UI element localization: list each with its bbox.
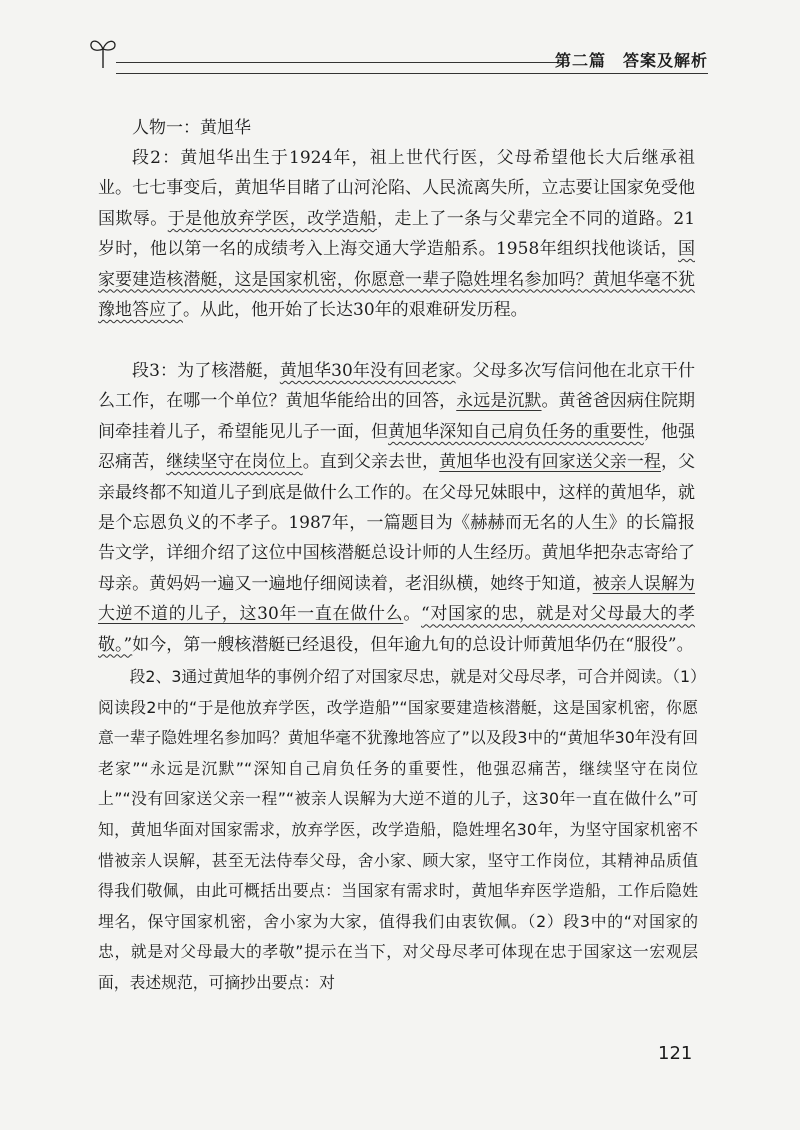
text-segment: 。黄爸爸因病住院期间牵挂着儿子，希望能见儿子一面，但 xyxy=(98,391,696,442)
header-title: 第二篇 答案及解析 xyxy=(554,51,708,70)
page-header xyxy=(88,34,708,74)
text-segment: ，父亲最终都不知道儿子到底是做什么工作的。在父母兄妹眼中，这样的黄旭华，就是个忘恩负义的不孝子。1987年，一篇题目为《赫赫而无名的人生》的长篇报告文学，详细介绍了这位中国核潜艇总设计师的人生经历。黄旭华把杂志寄给了母亲。黄妈妈一遍又一遍地仔细阅读着，老泪纵横，她终于知道， xyxy=(98,452,696,594)
underlined-phrase: 黄旭华30年没有回老家 xyxy=(279,361,456,381)
text-segment: 。直到父亲去世， xyxy=(302,452,440,473)
text-segment: 。 xyxy=(403,604,421,625)
text-segment: 如今，第一艘核潜艇已经退役，但年逾九旬的总设计师黄旭华仍在“服役”。 xyxy=(132,634,694,655)
underlined-phrase: 国家要建造核潜艇，这是国家机密，你愿意一辈子隐姓埋名参加吗？黄旭华毫不犹豫地答应了 xyxy=(98,239,695,321)
text-segment: 段2：黄旭华出生于1924年，祖上世代行医，父母希望他长大后继承祖业。七七事变后，黄旭华目睹了山河沦陷、人民流离失所，立志要让国家免受他国欺辱。 xyxy=(98,148,695,229)
text-segment: 。从此，他开始了长达30年的艰难研发历程。 xyxy=(183,300,528,321)
text-segment: 。父母多次写信问他在北京干什么工作，在哪一个单位？黄旭华能给出的回答， xyxy=(98,361,695,412)
text-segment: ，走上了一条与父辈完全不同的道路。21岁时，他以第一名的成绩考入上海交通大学造船系。1958年组织找他谈话， xyxy=(98,208,696,260)
text-segment: 段3：为了核潜艇， xyxy=(132,361,280,381)
analysis-block xyxy=(98,662,698,999)
paragraph-2-text xyxy=(98,143,695,325)
underlined-phrase: 于是他放弃学医，改学造船 xyxy=(167,208,377,229)
page-number: 121 xyxy=(658,1043,693,1064)
person-label: 人物一：黄旭华 xyxy=(132,118,251,138)
sprout-icon xyxy=(88,34,118,70)
header-rule xyxy=(116,62,558,63)
underlined-phrase: 黄旭华也没有回家送父亲一程 xyxy=(439,452,661,473)
underlined-phrase: 永远是沉默 xyxy=(456,391,542,412)
paragraph-2 xyxy=(98,143,695,325)
underlined-phrase: “对国家的忠，就是对父母最大的孝敬。” xyxy=(98,604,695,655)
paragraph-3 xyxy=(98,356,695,660)
underlined-phrase: 被亲人误解为大逆不道的儿子，这30年一直在做什么 xyxy=(98,573,696,625)
underlined-phrase: 继续坚守在岗位上 xyxy=(166,452,303,473)
person-heading-block xyxy=(98,113,695,143)
header-divider xyxy=(116,73,708,74)
analysis-text: 段2、3通过黄旭华的事例介绍了对国家尽忠，就是对父母尽孝，可合并阅读。（1）阅读段2中的“于是他放弃学医，改学造船”“国家要建造核潜艇，这是国家机密，你愿意一辈子隐姓埋名参加吗？黄旭华毫不犹豫地答应了”以及段3中的“黄旭华30年没有回老家”“永远是沉默”“深知自己肩负任务的重要性，他强忍痛苦，继续坚守在岗位上”“没有回家送父亲一程”“被亲人误解为大逆不道的儿子，这30年一直在做什么”可知，黄旭华面对国家需求，放弃学医，改学造船，隐姓埋名30年，为坚守国家机密不惜被亲人误解，甚至无法侍奉父母，舍小家、顾大家，坚守工作岗位，其精神品质值得我们敬佩，由此可概括出要点：当国家有需求时，黄旭华弃医学造船，工作后隐姓埋名，保守国家机密，舍小家为大家，值得我们由衷钦佩。（2）段3中的“对国家的忠，就是对父母最大的孝敬”提示在当下，对父母尽孝可体现在忠于国家这一宏观层面，表述规范，可摘抄出要点：对 xyxy=(98,667,698,992)
underlined-phrase: 黄旭华深知自己肩负任务的重要性 xyxy=(388,421,644,442)
text-segment: ，他强忍痛苦， xyxy=(98,421,696,473)
paragraph-3-text xyxy=(98,356,695,660)
